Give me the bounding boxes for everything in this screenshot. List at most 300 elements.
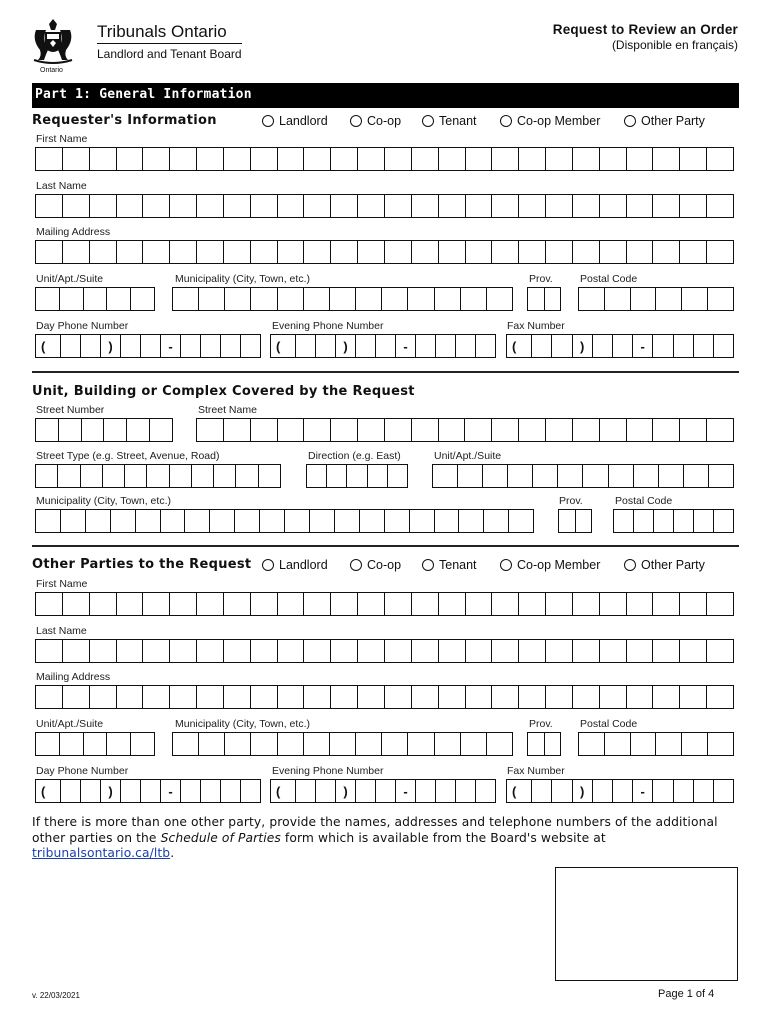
char-cell[interactable] xyxy=(185,510,210,532)
char-cell[interactable] xyxy=(600,593,627,615)
digit-cell[interactable] xyxy=(674,335,694,357)
char-cell[interactable] xyxy=(278,733,304,755)
street-type-field[interactable] xyxy=(35,464,281,488)
requester-radio-other-party[interactable]: Other Party xyxy=(624,114,705,128)
char-cell[interactable] xyxy=(458,465,483,487)
char-cell[interactable] xyxy=(278,593,305,615)
other-day-phone-field[interactable] xyxy=(35,779,261,803)
char-cell[interactable] xyxy=(304,195,331,217)
char-cell[interactable] xyxy=(331,419,358,441)
char-cell[interactable] xyxy=(210,510,235,532)
char-cell[interactable] xyxy=(433,465,458,487)
char-cell[interactable] xyxy=(63,686,90,708)
char-cell[interactable] xyxy=(653,640,680,662)
char-cell[interactable] xyxy=(224,593,251,615)
char-cell[interactable] xyxy=(327,465,347,487)
char-cell[interactable] xyxy=(143,195,170,217)
char-cell[interactable] xyxy=(347,465,367,487)
char-cell[interactable] xyxy=(385,419,412,441)
char-cell[interactable] xyxy=(492,148,519,170)
digit-cell[interactable] xyxy=(221,780,241,802)
char-cell[interactable] xyxy=(573,148,600,170)
char-cell[interactable] xyxy=(143,148,170,170)
char-cell[interactable] xyxy=(235,510,260,532)
char-cell[interactable] xyxy=(546,686,573,708)
char-cell[interactable] xyxy=(707,148,733,170)
char-cell[interactable] xyxy=(492,195,519,217)
char-cell[interactable] xyxy=(412,640,439,662)
char-cell[interactable] xyxy=(385,241,412,263)
char-cell[interactable] xyxy=(627,148,654,170)
char-cell[interactable] xyxy=(680,640,707,662)
char-cell[interactable] xyxy=(36,733,60,755)
char-cell[interactable] xyxy=(278,288,304,310)
char-cell[interactable] xyxy=(439,593,466,615)
char-cell[interactable] xyxy=(304,686,331,708)
char-cell[interactable] xyxy=(59,419,82,441)
char-cell[interactable] xyxy=(63,241,90,263)
char-cell[interactable] xyxy=(600,419,627,441)
char-cell[interactable] xyxy=(627,640,654,662)
unit-section-municipality-field[interactable] xyxy=(35,509,534,533)
char-cell[interactable] xyxy=(385,593,412,615)
digit-cell[interactable] xyxy=(653,780,673,802)
char-cell[interactable] xyxy=(236,465,258,487)
char-cell[interactable] xyxy=(528,733,545,755)
char-cell[interactable] xyxy=(224,419,251,441)
digit-cell[interactable] xyxy=(376,335,396,357)
char-cell[interactable] xyxy=(682,733,708,755)
char-cell[interactable] xyxy=(197,640,224,662)
char-cell[interactable] xyxy=(358,148,385,170)
char-cell[interactable] xyxy=(36,195,63,217)
char-cell[interactable] xyxy=(63,195,90,217)
char-cell[interactable] xyxy=(197,195,224,217)
street-name-field[interactable] xyxy=(196,418,734,442)
char-cell[interactable] xyxy=(600,686,627,708)
char-cell[interactable] xyxy=(192,465,214,487)
char-cell[interactable] xyxy=(197,148,224,170)
char-cell[interactable] xyxy=(170,465,192,487)
char-cell[interactable] xyxy=(708,733,733,755)
char-cell[interactable] xyxy=(304,593,331,615)
digit-cell[interactable] xyxy=(141,780,161,802)
char-cell[interactable] xyxy=(117,640,144,662)
requester-radio-landlord[interactable]: Landlord xyxy=(262,114,328,128)
char-cell[interactable] xyxy=(412,148,439,170)
char-cell[interactable] xyxy=(90,195,117,217)
char-cell[interactable] xyxy=(546,593,573,615)
char-cell[interactable] xyxy=(259,465,280,487)
char-cell[interactable] xyxy=(519,419,546,441)
other-radio-landlord[interactable]: Landlord xyxy=(262,558,328,572)
char-cell[interactable] xyxy=(278,195,305,217)
char-cell[interactable] xyxy=(251,195,278,217)
digit-cell[interactable] xyxy=(201,780,221,802)
char-cell[interactable] xyxy=(36,510,61,532)
char-cell[interactable] xyxy=(310,510,335,532)
char-cell[interactable] xyxy=(439,640,466,662)
char-cell[interactable] xyxy=(576,510,592,532)
char-cell[interactable] xyxy=(546,419,573,441)
digit-cell[interactable] xyxy=(552,335,572,357)
char-cell[interactable] xyxy=(331,640,358,662)
char-cell[interactable] xyxy=(492,419,519,441)
char-cell[interactable] xyxy=(519,640,546,662)
digit-cell[interactable] xyxy=(356,780,376,802)
unit-section-postal-code-field[interactable] xyxy=(613,509,734,533)
unit-section-unit-field[interactable] xyxy=(432,464,734,488)
char-cell[interactable] xyxy=(111,510,136,532)
char-cell[interactable] xyxy=(573,419,600,441)
street-number-field[interactable] xyxy=(35,418,173,442)
char-cell[interactable] xyxy=(627,419,654,441)
digit-cell[interactable] xyxy=(714,335,733,357)
char-cell[interactable] xyxy=(63,148,90,170)
char-cell[interactable] xyxy=(199,288,225,310)
char-cell[interactable] xyxy=(410,510,435,532)
char-cell[interactable] xyxy=(117,241,144,263)
char-cell[interactable] xyxy=(508,465,533,487)
char-cell[interactable] xyxy=(360,510,385,532)
char-cell[interactable] xyxy=(143,241,170,263)
char-cell[interactable] xyxy=(197,419,224,441)
char-cell[interactable] xyxy=(197,686,224,708)
char-cell[interactable] xyxy=(653,593,680,615)
char-cell[interactable] xyxy=(653,241,680,263)
char-cell[interactable] xyxy=(36,148,63,170)
digit-cell[interactable] xyxy=(121,780,141,802)
requester-prov-field[interactable] xyxy=(527,287,561,311)
requester-radio-tenant[interactable]: Tenant xyxy=(422,114,477,128)
char-cell[interactable] xyxy=(60,288,84,310)
requester-mailing-address-field[interactable] xyxy=(35,240,734,264)
other-unit-field[interactable] xyxy=(35,732,155,756)
char-cell[interactable] xyxy=(161,510,186,532)
digit-cell[interactable] xyxy=(436,335,456,357)
digit-cell[interactable] xyxy=(416,335,436,357)
char-cell[interactable] xyxy=(435,288,461,310)
char-cell[interactable] xyxy=(545,733,561,755)
char-cell[interactable] xyxy=(708,288,733,310)
other-municipality-field[interactable] xyxy=(172,732,513,756)
other-radio-tenant[interactable]: Tenant xyxy=(422,558,477,572)
char-cell[interactable] xyxy=(173,288,199,310)
char-cell[interactable] xyxy=(358,241,385,263)
digit-cell[interactable] xyxy=(476,780,495,802)
char-cell[interactable] xyxy=(136,510,161,532)
char-cell[interactable] xyxy=(356,288,382,310)
char-cell[interactable] xyxy=(278,686,305,708)
char-cell[interactable] xyxy=(36,419,59,441)
char-cell[interactable] xyxy=(614,510,634,532)
char-cell[interactable] xyxy=(117,148,144,170)
char-cell[interactable] xyxy=(573,241,600,263)
char-cell[interactable] xyxy=(492,686,519,708)
char-cell[interactable] xyxy=(627,195,654,217)
char-cell[interactable] xyxy=(90,686,117,708)
char-cell[interactable] xyxy=(107,733,131,755)
digit-cell[interactable] xyxy=(456,780,476,802)
char-cell[interactable] xyxy=(170,195,197,217)
char-cell[interactable] xyxy=(224,195,251,217)
char-cell[interactable] xyxy=(335,510,360,532)
char-cell[interactable] xyxy=(546,148,573,170)
char-cell[interactable] xyxy=(278,241,305,263)
char-cell[interactable] xyxy=(546,640,573,662)
char-cell[interactable] xyxy=(627,241,654,263)
char-cell[interactable] xyxy=(90,148,117,170)
char-cell[interactable] xyxy=(653,148,680,170)
char-cell[interactable] xyxy=(131,733,154,755)
char-cell[interactable] xyxy=(307,465,327,487)
char-cell[interactable] xyxy=(143,686,170,708)
char-cell[interactable] xyxy=(224,686,251,708)
char-cell[interactable] xyxy=(707,419,733,441)
char-cell[interactable] xyxy=(358,640,385,662)
char-cell[interactable] xyxy=(170,241,197,263)
char-cell[interactable] xyxy=(36,241,63,263)
char-cell[interactable] xyxy=(170,593,197,615)
requester-fax-field[interactable] xyxy=(506,334,734,358)
char-cell[interactable] xyxy=(382,733,408,755)
digit-cell[interactable] xyxy=(532,780,552,802)
char-cell[interactable] xyxy=(251,733,277,755)
other-evening-phone-field[interactable] xyxy=(270,779,496,803)
char-cell[interactable] xyxy=(631,288,657,310)
digit-cell[interactable] xyxy=(356,335,376,357)
char-cell[interactable] xyxy=(278,419,305,441)
char-cell[interactable] xyxy=(707,640,733,662)
char-cell[interactable] xyxy=(600,640,627,662)
digit-cell[interactable] xyxy=(121,335,141,357)
char-cell[interactable] xyxy=(251,593,278,615)
char-cell[interactable] xyxy=(654,510,674,532)
char-cell[interactable] xyxy=(546,241,573,263)
char-cell[interactable] xyxy=(197,593,224,615)
char-cell[interactable] xyxy=(117,593,144,615)
char-cell[interactable] xyxy=(412,419,439,441)
char-cell[interactable] xyxy=(36,288,60,310)
other-radio-coop[interactable]: Co-op xyxy=(350,558,401,572)
char-cell[interactable] xyxy=(487,733,512,755)
char-cell[interactable] xyxy=(714,510,733,532)
digit-cell[interactable] xyxy=(694,780,714,802)
char-cell[interactable] xyxy=(656,288,682,310)
char-cell[interactable] xyxy=(709,465,733,487)
char-cell[interactable] xyxy=(90,241,117,263)
char-cell[interactable] xyxy=(251,148,278,170)
char-cell[interactable] xyxy=(412,686,439,708)
char-cell[interactable] xyxy=(278,640,305,662)
char-cell[interactable] xyxy=(90,640,117,662)
digit-cell[interactable] xyxy=(81,780,101,802)
char-cell[interactable] xyxy=(36,593,63,615)
digit-cell[interactable] xyxy=(436,780,456,802)
digit-cell[interactable] xyxy=(316,780,336,802)
char-cell[interactable] xyxy=(358,195,385,217)
char-cell[interactable] xyxy=(600,241,627,263)
char-cell[interactable] xyxy=(84,733,108,755)
char-cell[interactable] xyxy=(680,195,707,217)
char-cell[interactable] xyxy=(36,465,58,487)
char-cell[interactable] xyxy=(358,419,385,441)
digit-cell[interactable] xyxy=(376,780,396,802)
char-cell[interactable] xyxy=(487,288,512,310)
char-cell[interactable] xyxy=(125,465,147,487)
char-cell[interactable] xyxy=(439,241,466,263)
char-cell[interactable] xyxy=(412,195,439,217)
char-cell[interactable] xyxy=(117,195,144,217)
char-cell[interactable] xyxy=(653,195,680,217)
direction-field[interactable] xyxy=(306,464,408,488)
digit-cell[interactable] xyxy=(61,780,81,802)
char-cell[interactable] xyxy=(36,640,63,662)
char-cell[interactable] xyxy=(682,288,708,310)
digit-cell[interactable] xyxy=(181,780,201,802)
char-cell[interactable] xyxy=(304,419,331,441)
requester-radio-coop[interactable]: Co-op xyxy=(350,114,401,128)
char-cell[interactable] xyxy=(358,593,385,615)
char-cell[interactable] xyxy=(483,465,508,487)
char-cell[interactable] xyxy=(609,465,634,487)
char-cell[interactable] xyxy=(439,686,466,708)
char-cell[interactable] xyxy=(653,686,680,708)
requester-unit-field[interactable] xyxy=(35,287,155,311)
char-cell[interactable] xyxy=(707,241,733,263)
digit-cell[interactable] xyxy=(476,335,495,357)
ltb-website-link[interactable]: tribunalsontario.ca/ltb xyxy=(32,846,171,860)
char-cell[interactable] xyxy=(573,195,600,217)
digit-cell[interactable] xyxy=(241,335,260,357)
char-cell[interactable] xyxy=(251,241,278,263)
digit-cell[interactable] xyxy=(241,780,260,802)
digit-cell[interactable] xyxy=(296,335,316,357)
digit-cell[interactable] xyxy=(416,780,436,802)
char-cell[interactable] xyxy=(465,419,492,441)
char-cell[interactable] xyxy=(304,288,330,310)
char-cell[interactable] xyxy=(605,733,631,755)
requester-first-name-field[interactable] xyxy=(35,147,734,171)
char-cell[interactable] xyxy=(251,686,278,708)
char-cell[interactable] xyxy=(627,593,654,615)
char-cell[interactable] xyxy=(330,288,356,310)
char-cell[interactable] xyxy=(408,733,434,755)
char-cell[interactable] xyxy=(251,288,277,310)
char-cell[interactable] xyxy=(368,465,388,487)
digit-cell[interactable] xyxy=(674,780,694,802)
other-mailing-address-field[interactable] xyxy=(35,685,734,709)
char-cell[interactable] xyxy=(331,148,358,170)
char-cell[interactable] xyxy=(304,640,331,662)
char-cell[interactable] xyxy=(412,593,439,615)
unit-section-prov-field[interactable] xyxy=(558,509,592,533)
char-cell[interactable] xyxy=(358,686,385,708)
char-cell[interactable] xyxy=(63,593,90,615)
char-cell[interactable] xyxy=(103,465,125,487)
char-cell[interactable] xyxy=(634,510,654,532)
char-cell[interactable] xyxy=(90,593,117,615)
char-cell[interactable] xyxy=(573,686,600,708)
digit-cell[interactable] xyxy=(316,335,336,357)
char-cell[interactable] xyxy=(225,733,251,755)
char-cell[interactable] xyxy=(224,241,251,263)
digit-cell[interactable] xyxy=(141,335,161,357)
char-cell[interactable] xyxy=(388,465,407,487)
digit-cell[interactable] xyxy=(714,780,733,802)
digit-cell[interactable] xyxy=(613,780,633,802)
char-cell[interactable] xyxy=(466,686,493,708)
char-cell[interactable] xyxy=(466,148,493,170)
char-cell[interactable] xyxy=(63,640,90,662)
char-cell[interactable] xyxy=(330,733,356,755)
char-cell[interactable] xyxy=(382,288,408,310)
char-cell[interactable] xyxy=(533,465,558,487)
digit-cell[interactable] xyxy=(593,335,613,357)
other-last-name-field[interactable] xyxy=(35,639,734,663)
char-cell[interactable] xyxy=(356,733,382,755)
char-cell[interactable] xyxy=(519,593,546,615)
char-cell[interactable] xyxy=(117,686,144,708)
char-cell[interactable] xyxy=(61,510,86,532)
char-cell[interactable] xyxy=(546,195,573,217)
char-cell[interactable] xyxy=(104,419,127,441)
char-cell[interactable] xyxy=(36,686,63,708)
requester-day-phone-field[interactable] xyxy=(35,334,261,358)
char-cell[interactable] xyxy=(600,195,627,217)
char-cell[interactable] xyxy=(680,593,707,615)
requester-radio-coop-member[interactable]: Co-op Member xyxy=(500,114,600,128)
other-radio-coop-member[interactable]: Co-op Member xyxy=(500,558,600,572)
char-cell[interactable] xyxy=(519,148,546,170)
char-cell[interactable] xyxy=(694,510,714,532)
char-cell[interactable] xyxy=(466,195,493,217)
char-cell[interactable] xyxy=(214,465,236,487)
char-cell[interactable] xyxy=(150,419,172,441)
other-radio-other-party[interactable]: Other Party xyxy=(624,558,705,572)
char-cell[interactable] xyxy=(680,241,707,263)
char-cell[interactable] xyxy=(107,288,131,310)
digit-cell[interactable] xyxy=(61,335,81,357)
char-cell[interactable] xyxy=(199,733,225,755)
char-cell[interactable] xyxy=(600,148,627,170)
requester-last-name-field[interactable] xyxy=(35,194,734,218)
char-cell[interactable] xyxy=(251,419,278,441)
char-cell[interactable] xyxy=(680,686,707,708)
char-cell[interactable] xyxy=(579,733,605,755)
char-cell[interactable] xyxy=(224,640,251,662)
char-cell[interactable] xyxy=(519,195,546,217)
char-cell[interactable] xyxy=(143,640,170,662)
other-postal-code-field[interactable] xyxy=(578,732,734,756)
char-cell[interactable] xyxy=(385,195,412,217)
char-cell[interactable] xyxy=(707,195,733,217)
char-cell[interactable] xyxy=(459,510,484,532)
requester-postal-code-field[interactable] xyxy=(578,287,734,311)
char-cell[interactable] xyxy=(331,593,358,615)
digit-cell[interactable] xyxy=(694,335,714,357)
char-cell[interactable] xyxy=(224,148,251,170)
char-cell[interactable] xyxy=(558,465,583,487)
digit-cell[interactable] xyxy=(653,335,673,357)
char-cell[interactable] xyxy=(492,640,519,662)
char-cell[interactable] xyxy=(573,640,600,662)
char-cell[interactable] xyxy=(631,733,657,755)
char-cell[interactable] xyxy=(260,510,285,532)
char-cell[interactable] xyxy=(579,288,605,310)
char-cell[interactable] xyxy=(684,465,709,487)
char-cell[interactable] xyxy=(84,288,108,310)
